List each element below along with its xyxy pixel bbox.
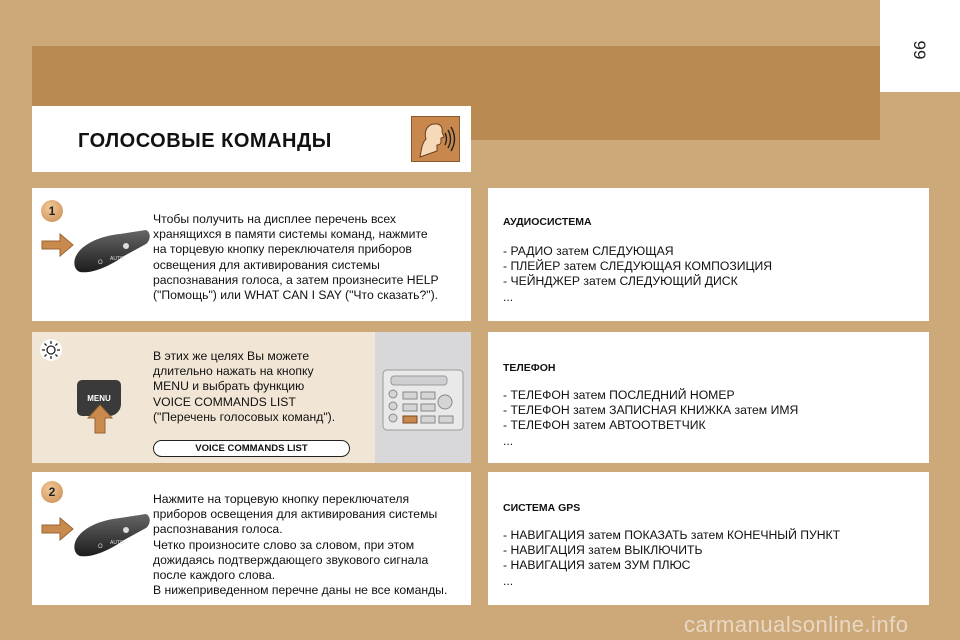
phone-command-list [503,388,798,449]
list-item: - РАДИО затем СЛЕДУЮЩАЯ [503,244,674,258]
watermark: carmanualsonline.info [684,612,909,637]
list-item: ... [503,289,514,304]
tip-device-area [375,332,471,463]
tip-text: В этих же целях Вы можете длительно нажать на кнопку MENU и выбрать функцию VOICE COMMANDS LIST ("Перечень голосовых команд"). [153,349,336,424]
list-item: - НАВИГАЦИЯ затем ЗУМ ПЛЮС [503,558,691,573]
step2-badge: 2 [41,481,63,503]
arrow-up-icon [86,404,114,434]
lightbulb-icon [40,339,62,361]
arrow-right-icon [40,516,74,542]
list-item: - НАВИГАЦИЯ затем ПОКАЗАТЬ затем КОНЕЧНЫЙ ПУНКТ [503,528,841,542]
step1-text: Чтобы получить на дисплее перечень всех хранящихся в памяти системы команд, нажмите на торцевую кнопку переключателя приборов освещения для активирования системы распознавания голоса, а затем произнесите HELP ("Помощь") или WHAT CAN I SAY ("Что сказать?"). [153,212,439,303]
list-item: - ТЕЛЕФОН затем ЗАПИСНАЯ КНИЖКА затем ИМЯ [503,403,799,418]
list-item: - ПЛЕЙЕР затем СЛЕДУЮЩАЯ КОМПОЗИЦИЯ [503,259,773,274]
svg-text:O: O [98,260,103,266]
list-item: ... [503,433,514,448]
arrow-right-icon [40,232,74,258]
gps-command-list [503,528,840,589]
lighting-stalk-image [72,510,152,566]
list-item: - ТЕЛЕФОН затем ПОСЛЕДНИЙ НОМЕР [503,388,735,402]
list-item: - ЧЕЙНДЖЕР затем СЛЕДУЮЩИЙ ДИСК [503,274,738,289]
voice-commands-list-pill: VOICE COMMANDS LIST [153,440,350,457]
lighting-stalk-image [72,226,152,282]
page-number: 99 [910,40,929,60]
page-title: ГОЛОСОВЫЕ КОМАНДЫ [78,130,332,152]
step2-text: Нажмите на торцевую кнопку переключателя приборов освещения для активирования системы распознавания голоса. Четко произносите слово за словом, при этом дожидаясь подтверждающего звукового сигнала после каждого слова. В нижеприведенном перечне даны не все команды. [153,492,448,598]
step1-badge: 1 [41,200,63,222]
list-item: ... [503,573,514,588]
voice-speaking-icon [411,116,460,162]
svg-text:O: O [98,544,103,550]
audio-unit-image [375,332,471,463]
svg-text:AUTO: AUTO [110,540,124,546]
menu-button-image: MENU [77,380,121,416]
audio-title: АУДИОСИСТЕМА [503,216,592,228]
audio-command-list [503,244,772,305]
gps-title: СИСТЕМА GPS [503,502,581,514]
list-item: - НАВИГАЦИЯ затем ВЫКЛЮЧИТЬ [503,543,703,558]
svg-text:AUTO: AUTO [110,256,124,262]
phone-title: ТЕЛЕФОН [503,362,556,374]
list-item: - ТЕЛЕФОН затем АВТООТВЕТЧИК [503,418,706,433]
